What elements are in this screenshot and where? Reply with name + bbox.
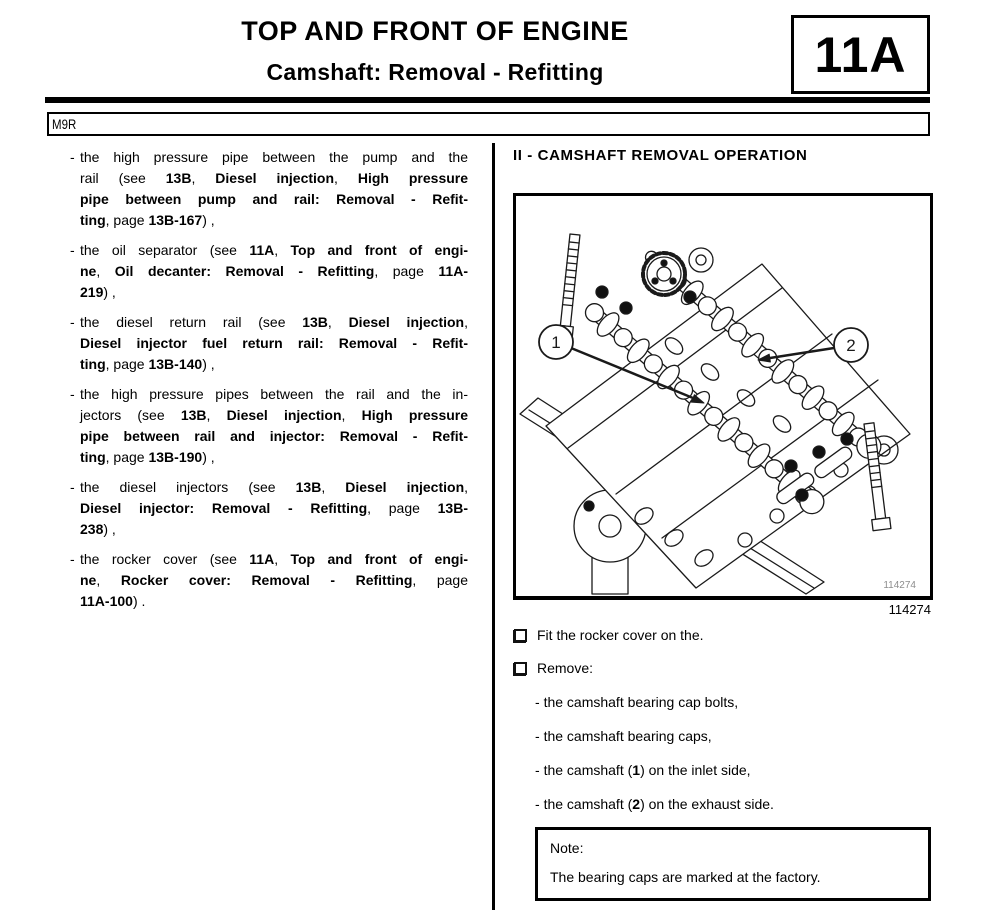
chapter-code-box xyxy=(791,15,930,94)
note-text: The bearing caps are marked at the factory. xyxy=(550,869,821,885)
figure-frame xyxy=(513,193,933,600)
engine-code-label: M9R xyxy=(52,116,77,132)
bullet-line: pipe between rail and injector: Removal - Refit- xyxy=(80,428,468,444)
list-item xyxy=(70,477,468,540)
chapter-code: 11A xyxy=(814,26,907,83)
bullet-line: ting, page 13B-190) , xyxy=(80,449,215,465)
list-item xyxy=(70,147,468,231)
callout-1-label: 1 xyxy=(551,333,561,352)
left-bullet-list xyxy=(70,147,468,621)
list-item xyxy=(70,384,468,468)
bullet-line: rail (see 13B, Diesel injection, High pressure xyxy=(80,170,469,186)
bullet-line: the high pressure pipes between the rail and the in- xyxy=(80,386,468,402)
bullet-line: 219) , xyxy=(80,284,116,300)
checkbox-bullet-icon xyxy=(514,629,527,642)
callout-2-label: 2 xyxy=(846,336,856,355)
sub-list-item: - the camshaft bearing cap bolts, xyxy=(535,694,739,710)
bullet-dash: - xyxy=(70,479,75,495)
bullet-dash: - xyxy=(70,386,75,402)
bullet-line: jectors (see 13B, Diesel injection, High pressure xyxy=(80,407,469,423)
checklist-item xyxy=(513,625,933,646)
note-label: Note: xyxy=(550,840,584,856)
list-item xyxy=(70,549,468,612)
header-rule xyxy=(45,97,930,103)
page-header xyxy=(60,0,810,86)
bullet-dash: - xyxy=(70,314,75,330)
sub-list-item: - the camshaft bearing caps, xyxy=(535,728,712,744)
bullet-line: 11A-100) . xyxy=(80,593,146,609)
column-divider xyxy=(492,143,495,910)
bullet-line: ting, page 13B-140) , xyxy=(80,356,215,372)
engine-figure-svg xyxy=(516,196,930,596)
figure-number-watermark: 114274 xyxy=(883,580,916,591)
bullet-line: the oil separator (see 11A, Top and front of engi- xyxy=(80,242,468,258)
bullet-line: the diesel return rail (see 13B, Diesel injection, xyxy=(80,314,469,330)
bullet-line: 238) , xyxy=(80,521,116,537)
bullet-line: pipe between pump and rail: Removal - Refit- xyxy=(80,191,468,207)
stud-left xyxy=(556,234,583,338)
list-item xyxy=(70,312,468,375)
bullet-line: ting, page 13B-167) , xyxy=(80,212,215,228)
bullet-line: ne, Oil decanter: Removal - Refitting, page 11A- xyxy=(80,263,468,279)
bullet-line: Diesel injector: Removal - Refitting, page 13B- xyxy=(80,500,468,516)
bullet-dash: - xyxy=(70,149,75,165)
list-item xyxy=(70,240,468,303)
sub-list-item: - the camshaft (1) on the inlet side, xyxy=(535,762,751,778)
checklist xyxy=(513,625,933,828)
bullet-line: Diesel injector fuel return rail: Removal - Refit- xyxy=(80,335,468,351)
bullet-line: the rocker cover (see 11A, Top and front of engi- xyxy=(80,551,468,567)
sub-list xyxy=(535,692,933,815)
page-title: TOP AND FRONT OF ENGINE xyxy=(241,16,629,46)
callout-2-badge xyxy=(834,328,868,362)
bullet-dash: - xyxy=(70,551,75,567)
checklist-item-text: Fit the rocker cover on the. xyxy=(537,627,704,643)
checkbox-bullet-icon xyxy=(514,662,527,675)
bullet-line: the diesel injectors (see 13B, Diesel injection, xyxy=(80,479,469,495)
section-heading: II - CAMSHAFT REMOVAL OPERATION xyxy=(513,147,808,164)
callout-1-badge xyxy=(539,325,573,359)
bullet-line: the high pressure pipe between the pump and the xyxy=(80,149,468,165)
bullet-dash: - xyxy=(70,242,75,258)
note-box xyxy=(535,827,931,901)
engine-code-bar xyxy=(47,112,930,136)
checklist-item xyxy=(513,658,933,679)
figure-number: 114274 xyxy=(888,602,931,617)
bullet-line: ne, Rocker cover: Removal - Refitting, page xyxy=(80,572,468,588)
sub-list-item: - the camshaft (2) on the exhaust side. xyxy=(535,796,774,812)
page-subtitle: Camshaft: Removal - Refitting xyxy=(266,59,604,85)
checklist-item-text: Remove: xyxy=(537,660,594,676)
